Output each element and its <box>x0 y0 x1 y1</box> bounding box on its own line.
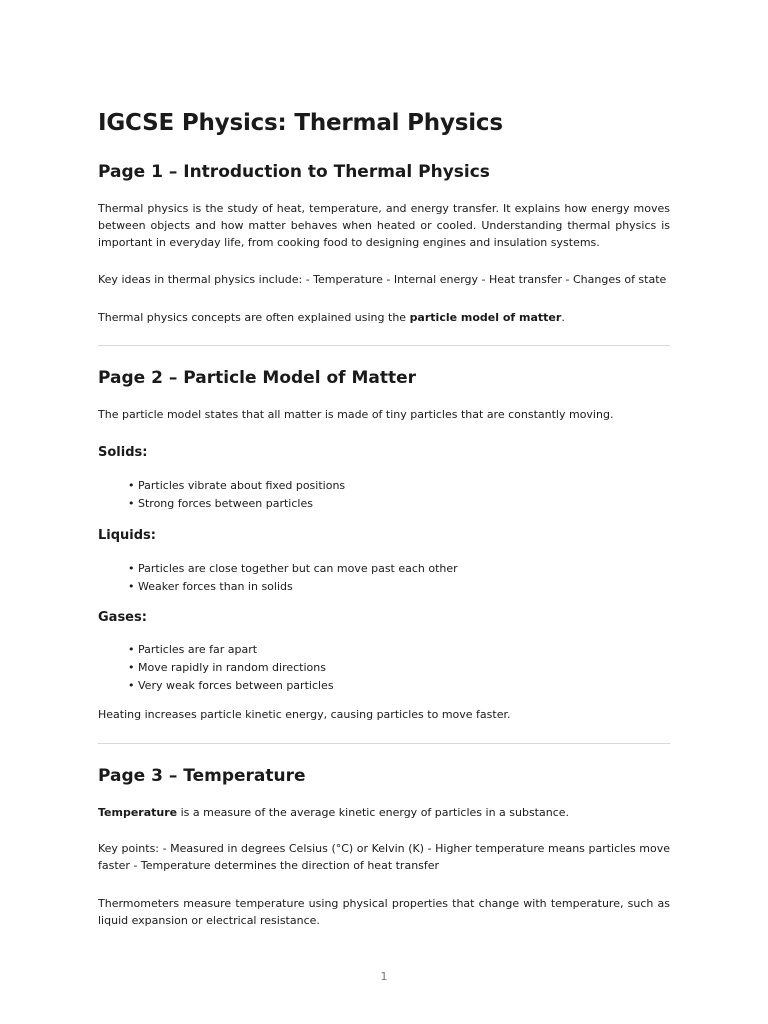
section-heading-page1: Page 1 – Introduction to Thermal Physics <box>98 162 490 182</box>
page1-paragraph-3 <box>98 309 670 326</box>
gases-heading: Gases: <box>98 610 147 625</box>
solids-heading: Solids: <box>98 445 148 460</box>
particle-model-bold: particle model of matter <box>409 311 562 324</box>
temperature-definition <box>98 804 670 821</box>
page1-paragraph-3-end: . <box>561 311 565 324</box>
section-divider-2 <box>98 743 670 744</box>
section-heading-page3: Page 3 – Temperature <box>98 766 306 786</box>
page2-intro: The particle model states that all matter is made of tiny particles that are constantly moving. <box>98 408 614 421</box>
page1-paragraph-2: Key ideas in thermal physics include: - Temperature - Internal energy - Heat transfer - Changes of state <box>98 273 667 286</box>
list-item: • Strong forces between particles <box>128 495 345 513</box>
temperature-definition-text: is a measure of the average kinetic energy of particles in a substance. <box>177 806 570 819</box>
list-item: • Move rapidly in random directions <box>128 659 334 677</box>
list-item: • Weaker forces than in solids <box>128 578 458 596</box>
section-divider-1 <box>98 345 670 346</box>
temperature-bold: Temperature <box>98 806 178 819</box>
list-item: • Very weak forces between particles <box>128 677 334 695</box>
thermometers-paragraph: Thermometers measure temperature using physical properties that change with temperature, such as liquid expansion or electrical resistance. <box>98 897 670 927</box>
list-item: • Particles are close together but can move past each other <box>128 560 458 578</box>
page-number: 1 <box>380 970 388 983</box>
solids-list <box>128 477 345 513</box>
list-item: • Particles are far apart <box>128 641 334 659</box>
liquids-heading: Liquids: <box>98 528 156 543</box>
page1-paragraph-1: Thermal physics is the study of heat, temperature, and energy transfer. It explains how energy moves between objects and how matter behaves when heated or cooled. Understanding thermal physics is important in everyday life, from cooking food to designing engines and insulation systems. <box>98 202 670 249</box>
list-item: • Particles vibrate about fixed positions <box>128 477 345 495</box>
temperature-key-points: Key points: - Measured in degrees Celsius (°C) or Kelvin (K) - Higher temperature means particles move faster - Temperature determines the direction of heat transfer <box>98 842 670 872</box>
page2-closing: Heating increases particle kinetic energy, causing particles to move faster. <box>98 708 511 721</box>
document-title: IGCSE Physics: Thermal Physics <box>98 110 503 136</box>
liquids-list <box>128 560 458 596</box>
page1-paragraph-3-text: Thermal physics concepts are often explained using the <box>98 311 410 324</box>
gases-list <box>128 641 334 695</box>
section-heading-page2: Page 2 – Particle Model of Matter <box>98 368 417 388</box>
